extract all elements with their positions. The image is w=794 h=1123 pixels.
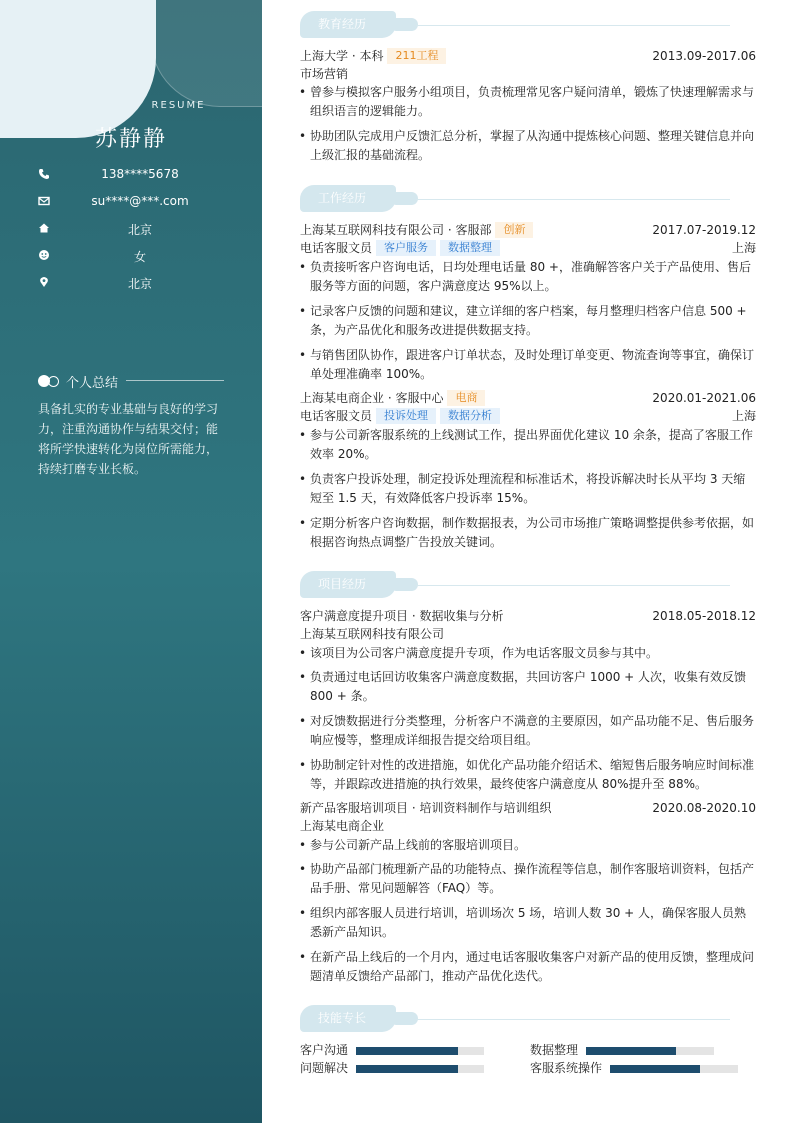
education-dates: 2013.09-2017.06	[652, 49, 756, 63]
projects-section-header	[300, 571, 730, 599]
pill-tail	[390, 192, 418, 205]
skill-name: 数据整理	[530, 1043, 579, 1057]
projects-title: 项目经历	[300, 571, 396, 598]
decorative-blob	[0, 0, 156, 138]
skill-item	[300, 1060, 500, 1076]
pill-tail	[390, 1012, 418, 1025]
project-org: 上海某互联网科技有限公司	[300, 627, 445, 641]
skill-name: 问题解决	[300, 1061, 349, 1075]
project-header	[300, 607, 756, 625]
skills-section-header	[300, 1005, 730, 1033]
school-tag: 211工程	[387, 48, 446, 64]
job-company: 上海某电商企业 · 客服中心	[300, 391, 444, 405]
skill-bar	[356, 1047, 484, 1055]
project-header	[300, 799, 756, 817]
skill-item	[300, 1042, 500, 1058]
summary-divider	[126, 380, 224, 381]
job-header	[300, 221, 756, 239]
list-item: • 记录客户反馈的问题和建议，建立详细的客户档案，每月整理归档客户信息 500 + 条，为产品优化和服务改进提供数据支持。	[300, 302, 756, 340]
work-title: 工作经历	[300, 185, 396, 212]
skill-bar	[356, 1065, 484, 1073]
skill-name: 客服系统操作	[530, 1061, 603, 1075]
decorative-ring	[150, 0, 262, 107]
list-item: • 与销售团队协作，跟进客户订单状态，及时处理订单变更、物流查询等事宜，确保订单处理准确率 100%。	[300, 346, 756, 384]
project-org: 上海某电商企业	[300, 819, 385, 833]
role-tag: 数据整理	[440, 240, 500, 256]
list-item: • 参与公司新产品上线前的客服培训项目。	[300, 836, 756, 855]
education-major: 市场营销	[300, 67, 349, 81]
section-divider	[416, 25, 730, 26]
education-section-header	[300, 11, 730, 39]
job-role-row	[300, 239, 756, 257]
summary-dots-icon	[38, 375, 60, 387]
list-item: • 协助产品部门梳理新产品的功能特点、操作流程等信息，制作客服培训资料，包括产品手册、常见问题解答（FAQ）等。	[300, 860, 756, 898]
education-header	[300, 47, 756, 65]
school-name: 上海大学 · 本科	[300, 49, 384, 63]
skill-bar	[610, 1065, 738, 1073]
phone-text: 138****5678	[101, 167, 179, 181]
pill-tail	[390, 578, 418, 591]
contact-location	[38, 273, 238, 293]
contact-email	[38, 192, 238, 212]
project-name: 新产品客服培训项目 · 培训资料制作与培训组织	[300, 801, 552, 815]
work-section-header	[300, 185, 730, 213]
list-item: • 负责客户投诉处理，制定投诉处理流程和标准话术，将投诉解决时长从平均 3 天缩短至 1.5 天，有效降低客户投诉率 15%。	[300, 470, 756, 508]
project-name: 客户满意度提升项目 · 数据收集与分析	[300, 609, 504, 623]
list-item: • 组织内部客服人员进行培训，培训场次 5 场，培训人数 30 + 人，确保客服人员熟悉新产品知识。	[300, 904, 756, 942]
contact-phone	[38, 165, 238, 185]
list-item: • 参与公司新客服系统的上线测试工作，提出界面优化建议 10 余条，提高了客服工作效率 20%。	[300, 426, 756, 464]
skill-name: 客户沟通	[300, 1043, 349, 1057]
role-tag: 投诉处理	[376, 408, 436, 424]
list-item: • 对反馈数据进行分类整理，分析客户不满意的主要原因，如产品功能不足、售后服务响应慢等，整理成详细报告提交给项目组。	[300, 712, 756, 750]
list-item: • 协助制定针对性的改进措施，如优化产品功能介绍话术、缩短售后服务响应时间标准等，并跟踪改进措施的执行效果，最终使客户满意度从 80%提升至 88%。	[300, 756, 756, 794]
contact-gender	[38, 246, 238, 266]
job-city: 上海	[731, 241, 756, 255]
resume-label: RESUME	[151, 100, 206, 111]
summary-title: 个人总结	[66, 376, 119, 391]
list-item: • 曾参与模拟客户服务小组项目，负责梳理常见客户疑问清单，锻炼了快速理解需求与组织语言的逻辑能力。	[300, 83, 756, 121]
job-city: 上海	[731, 409, 756, 423]
list-item: • 定期分析客户咨询数据，制作数据报表，为公司市场推广策略调整提供参考依据，如根据咨询热点调整广告投放关键词。	[300, 514, 756, 552]
project-dates: 2020.08-2020.10	[652, 801, 756, 815]
list-item: • 协助团队完成用户反馈汇总分析，掌握了从沟通中提炼核心问题、整理关键信息并向上级汇报的基础流程。	[300, 127, 756, 165]
summary-heading	[38, 372, 224, 390]
role-tag: 数据分析	[440, 408, 500, 424]
role-tag: 客户服务	[376, 240, 436, 256]
list-item: • 该项目为公司客户满意度提升专项，作为电话客服文员参与其中。	[300, 644, 756, 663]
skill-bar	[586, 1047, 714, 1055]
pill-tail	[390, 18, 418, 31]
home-text: 北京	[127, 223, 152, 237]
list-item: • 在新产品上线后的一个月内，通过电话客服收集客户对新产品的使用反馈，整理成问题清单反馈给产品部门，推动产品优化迭代。	[300, 948, 756, 986]
job-dates: 2020.01-2021.06	[652, 391, 756, 405]
section-divider	[416, 585, 730, 586]
skill-item	[530, 1060, 750, 1076]
list-item: • 负责接听客户咨询电话，日均处理电话量 80 +，准确解答客户关于产品使用、售后服务等方面的问题，客户满意度达 95%以上。	[300, 258, 756, 296]
sidebar	[0, 0, 262, 1123]
skills-title: 技能专长	[300, 1005, 396, 1032]
job-role-row	[300, 407, 756, 425]
section-divider	[416, 1019, 730, 1020]
job-role: 电话客服文员	[300, 241, 373, 255]
summary-text: 具备扎实的专业基础与良好的学习力，注重沟通协作与结果交付；能将所学快速转化为岗位所需能力，持续打磨专业长板。	[38, 402, 219, 476]
job-header	[300, 389, 756, 407]
location-text: 北京	[127, 277, 152, 291]
education-title: 教育经历	[300, 11, 396, 38]
skill-item	[530, 1042, 750, 1058]
job-company: 上海某互联网科技有限公司 · 客服部	[300, 223, 492, 237]
section-divider	[416, 199, 730, 200]
candidate-name: 苏静静	[94, 127, 167, 152]
company-tag: 创新	[495, 222, 533, 238]
company-tag: 电商	[447, 390, 485, 406]
list-item: • 负责通过电话回访收集客户满意度数据，共回访客户 1000 + 人次，收集有效反馈 800 + 条。	[300, 668, 756, 706]
email-text: su****@***.com	[91, 194, 189, 208]
gender-text: 女	[133, 250, 146, 264]
contact-home	[38, 219, 238, 239]
job-dates: 2017.07-2019.12	[652, 223, 756, 237]
job-role: 电话客服文员	[300, 409, 373, 423]
project-dates: 2018.05-2018.12	[652, 609, 756, 623]
